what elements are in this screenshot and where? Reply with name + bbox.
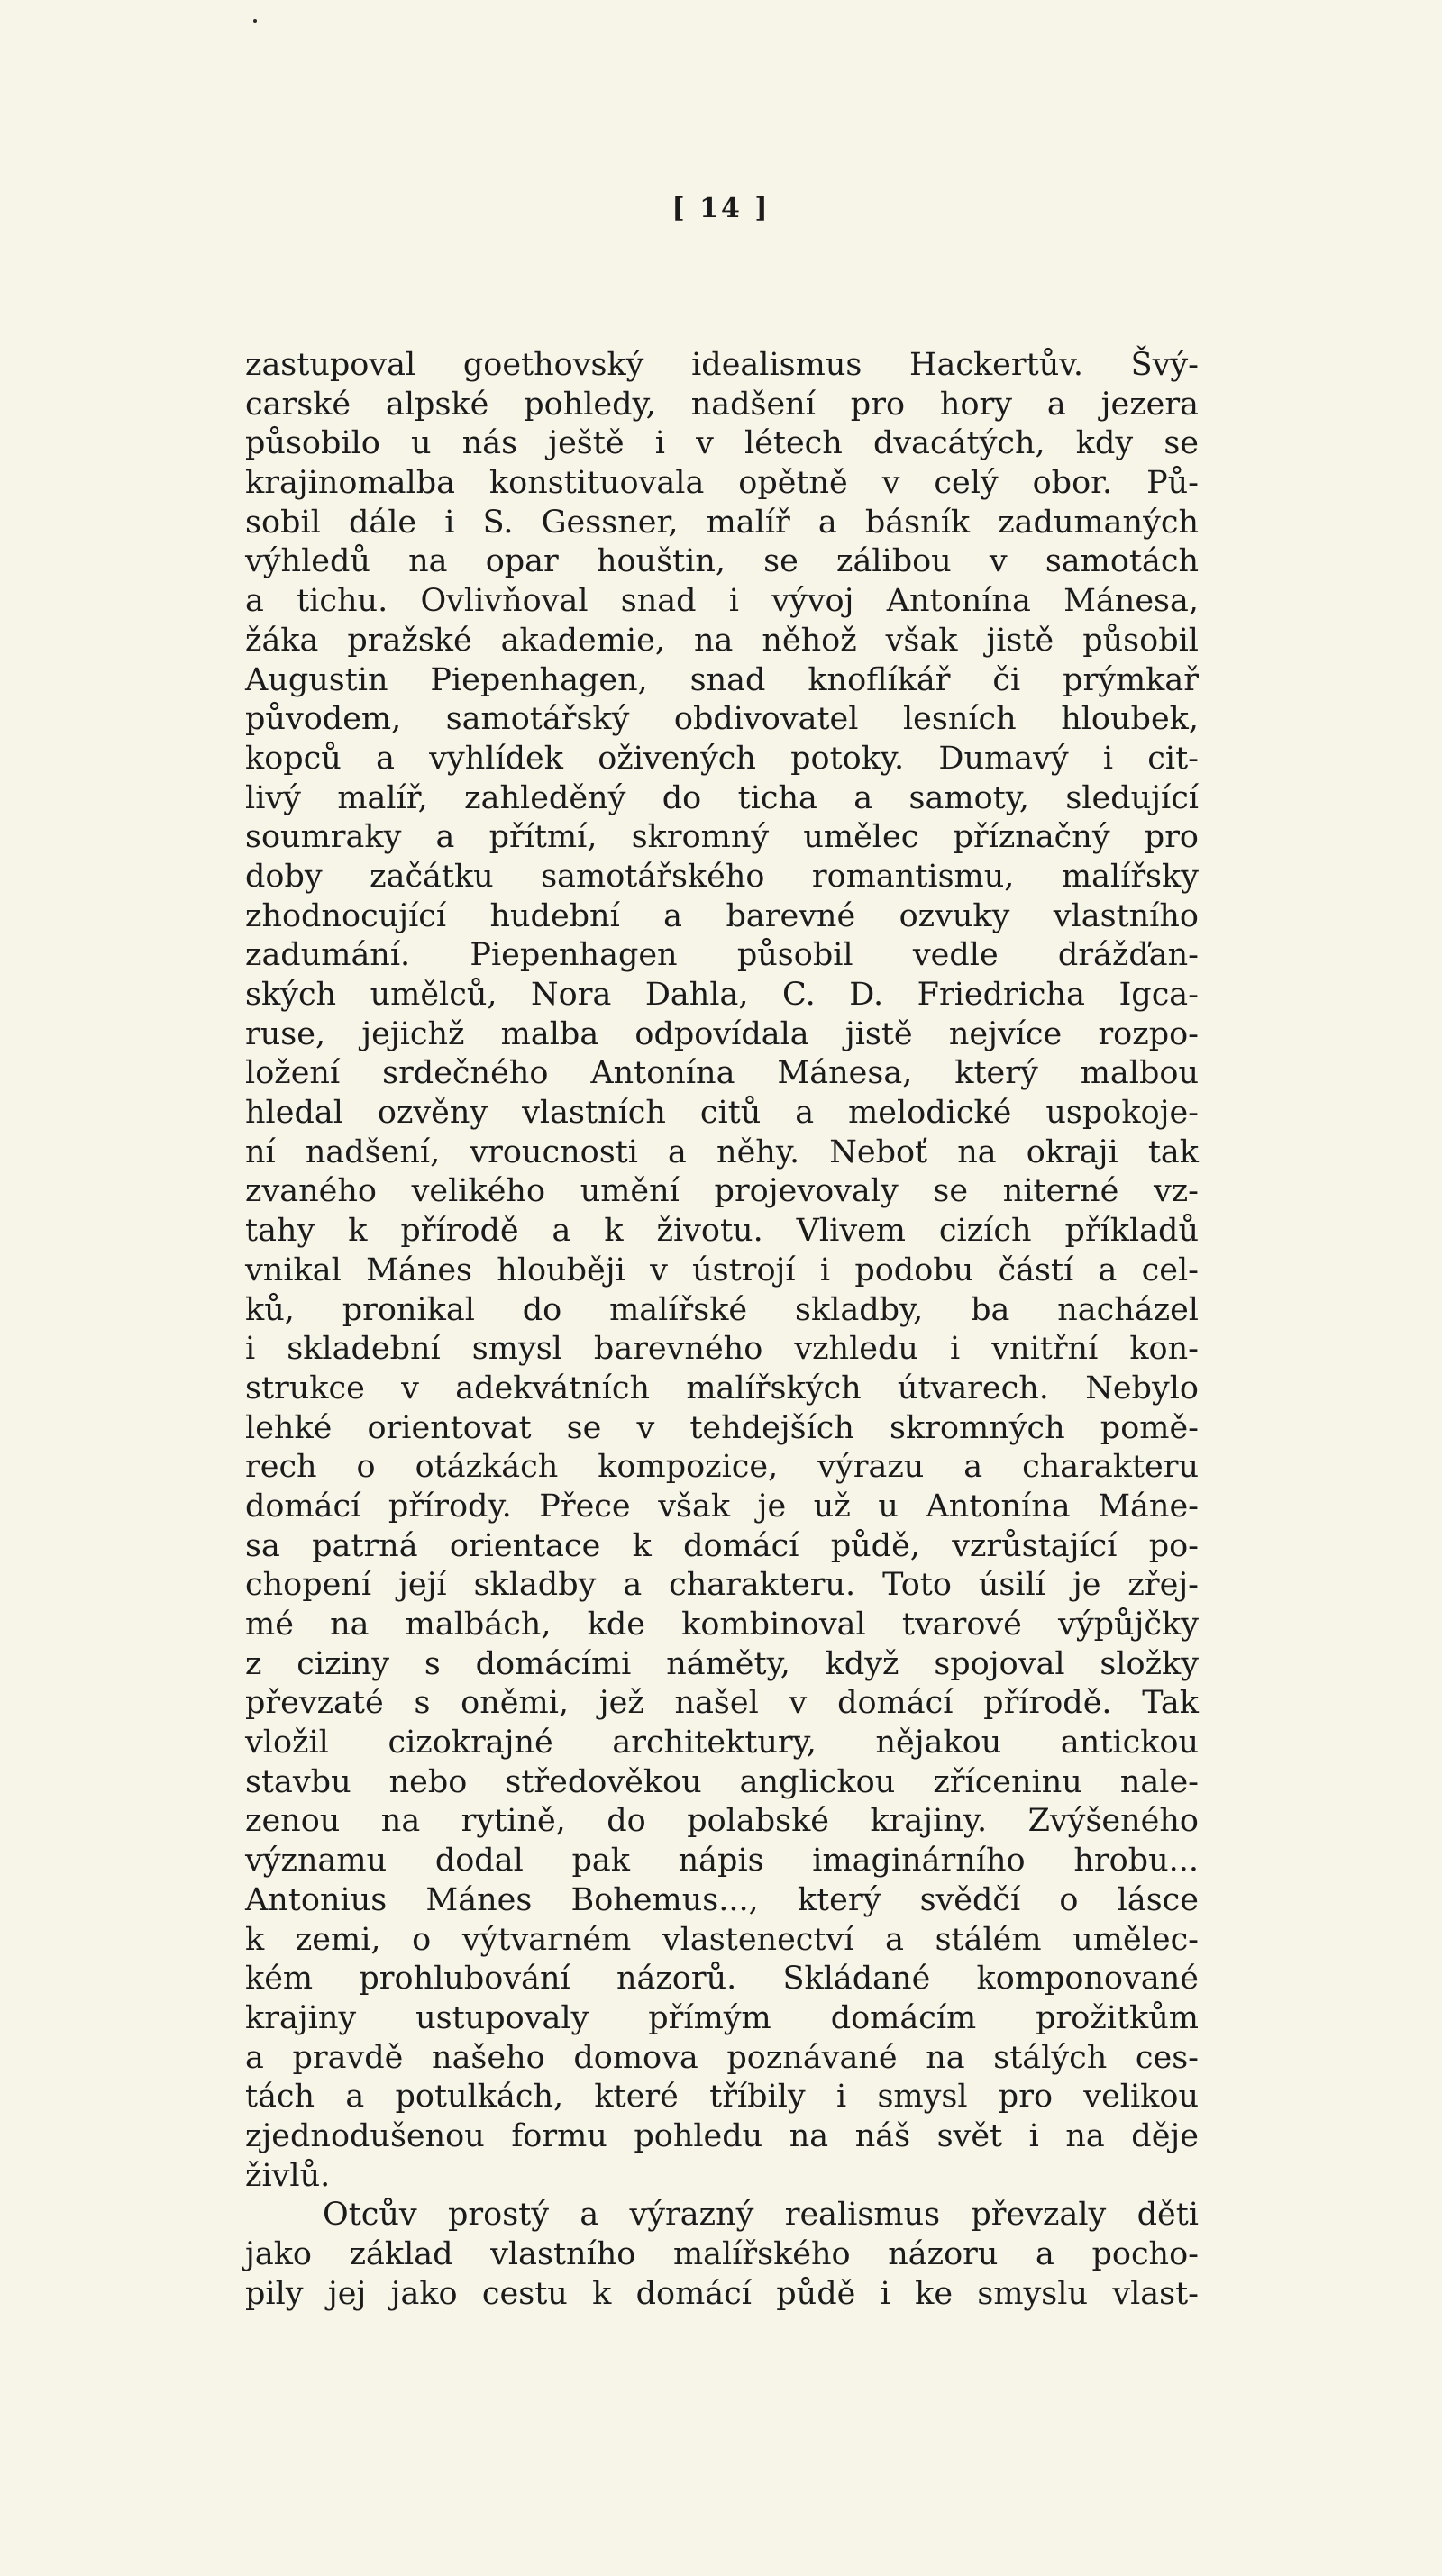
text-line: lehké orientovat se v tehdejších skromných pomě- <box>245 1409 1199 1446</box>
text-line: sa patrná orientace k domácí půdě, vzrůstající po- <box>245 1527 1199 1564</box>
paragraph-1 <box>245 346 1199 2196</box>
scan-speck <box>253 19 257 23</box>
text-line: a tichu. Ovlivňoval snad i vývoj Antonína Mánesa, <box>245 583 1199 620</box>
text-line: zadumání. Piepenhagen působil vedle drážďan- <box>245 937 1199 974</box>
text-line: rech o otázkách kompozice, výrazu a charakteru <box>245 1449 1199 1486</box>
text-line: významu dodal pak nápis imaginárního hrobu... <box>245 1843 1199 1880</box>
text-line: ských umělců, Nora Dahla, C. D. Friedricha Igca- <box>245 977 1199 1013</box>
text-line: zenou na rytině, do polabské krajiny. Zvýšeného <box>245 1803 1199 1840</box>
text-line: ruse, jejichž malba odpovídala jistě nejvíce rozpo- <box>245 1015 1199 1052</box>
text-line: jako základ vlastního malířského názoru a pocho- <box>245 2236 1199 2272</box>
text-line: Antonius Mánes Bohemus..., který svědčí o lásce <box>245 1881 1199 1918</box>
text-line: chopení její skladby a charakteru. Toto úsilí je zřej- <box>245 1567 1199 1604</box>
text-line: z ciziny s domácími náměty, když spojoval složky <box>245 1645 1199 1682</box>
text-line: vložil cizokrajné architektury, nějakou antickou <box>245 1725 1199 1761</box>
text-line: tahy k přírodě a k životu. Vlivem cizích příkladů <box>245 1213 1199 1250</box>
text-line: působilo u nás ještě i v létech dvacátých, kdy se <box>245 425 1199 462</box>
text-line: kém prohlubování názorů. Skládané komponované <box>245 1961 1199 1998</box>
text-line: pily jej jako cestu k domácí půdě i ke smyslu vlast- <box>245 2275 1199 2312</box>
text-line: domácí přírody. Přece však je už u Antonína Máne- <box>245 1488 1199 1525</box>
text-line: hledal ozvěny vlastních citů a melodické uspokoje- <box>245 1095 1199 1132</box>
text-line: žáka pražské akademie, na něhož však jistě působil <box>245 622 1199 659</box>
text-line: zastupoval goethovský idealismus Hackertův. Švý- <box>245 347 1199 383</box>
text-column <box>245 346 1199 2314</box>
text-line: ložení srdečného Antonína Mánesa, který malbou <box>245 1055 1199 1092</box>
text-line: Augustin Piepenhagen, snad knoflíkář či prýmkař <box>245 661 1199 698</box>
text-line: krajiny ustupovaly přímým domácím prožitkům <box>245 1999 1199 2036</box>
text-line: výhledů na opar houštin, se zálibou v samotách <box>245 543 1199 580</box>
text-line: převzaté s oněmi, jež našel v domácí přírodě. Tak <box>245 1685 1199 1722</box>
text-line: livý malíř, zahleděný do ticha a samoty, sledující <box>245 779 1199 816</box>
paragraph-2 <box>245 2196 1199 2314</box>
text-line: doby začátku samotářského romantismu, malířsky <box>245 858 1199 895</box>
text-line: krajinomalba konstituovala opětně v celý obor. Pů- <box>245 465 1199 502</box>
text-line: sobil dále i S. Gessner, malíř a básník zadumaných <box>245 504 1199 541</box>
text-line: a pravdě našeho domova poznávané na stálých ces- <box>245 2039 1199 2076</box>
text-line: mé na malbách, kde kombinoval tvarové výpůjčky <box>245 1607 1199 1643</box>
text-line: k zemi, o výtvarném vlastenectví a stálém umělec- <box>245 1921 1199 1958</box>
text-line: vnikal Mánes hlouběji v ústrojí i podobu částí a cel- <box>245 1252 1199 1288</box>
text-line: i skladební smysl barevného vzhledu i vnitřní kon- <box>245 1331 1199 1368</box>
text-line: zvaného velikého umění projevovaly se niterné vz- <box>245 1173 1199 1210</box>
text-line: soumraky a přítmí, skromný umělec příznačný pro <box>245 819 1199 856</box>
text-line: strukce v adekvátních malířských útvarech. Nebylo <box>245 1370 1199 1406</box>
text-line: kopců a vyhlídek oživených potoky. Dumavý i cit- <box>245 740 1199 777</box>
page-number: [ 14 ] <box>671 193 771 224</box>
text-line: zhodnocující hudební a barevné ozvuky vlastního <box>245 897 1199 934</box>
text-line: ní nadšení, vroucnosti a něhy. Neboť na okraji tak <box>245 1133 1199 1170</box>
text-line: živlů. <box>245 2157 331 2194</box>
text-line: ků, pronikal do malířské skladby, ba nacházel <box>245 1291 1199 1328</box>
text-line: Otcův prostý a výrazný realismus převzaly děti <box>323 2197 1199 2234</box>
text-line: tách a potulkách, které tříbily i smysl pro velikou <box>245 2079 1199 2116</box>
text-line: carské alpské pohledy, nadšení pro hory a jezera <box>245 386 1199 423</box>
text-line: stavbu nebo středověkou anglickou zříceninu nale- <box>245 1763 1199 1800</box>
text-line: zjednodušenou formu pohledu na náš svět i na děje <box>245 2117 1199 2154</box>
text-line: původem, samotářský obdivovatel lesních hloubek, <box>245 701 1199 738</box>
